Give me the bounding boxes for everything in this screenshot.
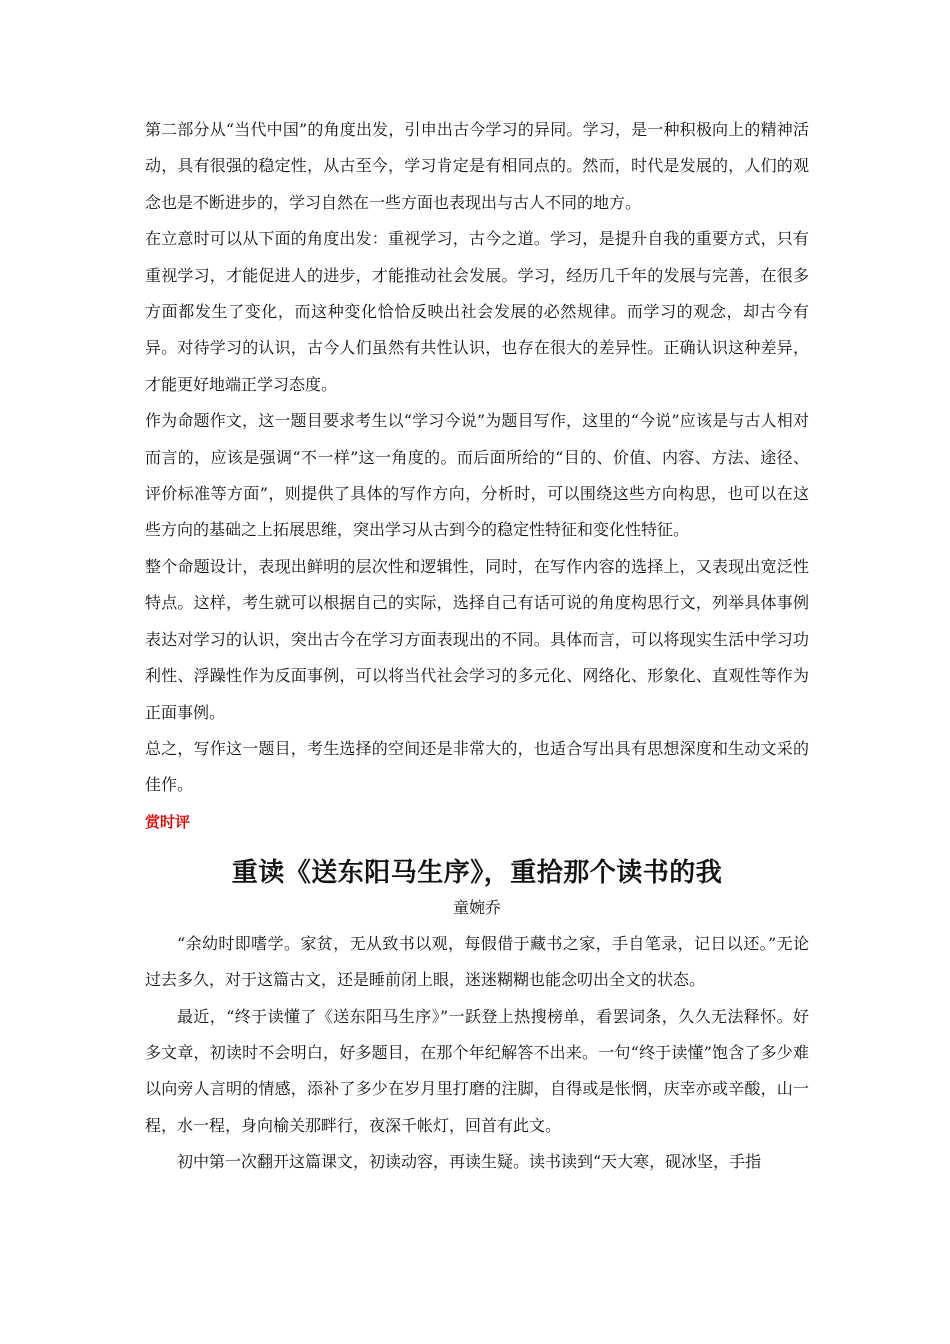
document-body	[145, 112, 809, 1181]
essay-paragraph-1: “余幼时即嗜学。家贫，无从致书以观，每假借于藏书之家，手自笔录，记日以还。”无论过去多久，对于这篇古文，还是睡前闭上眼，迷迷糊糊也能念叨出全文的状态。	[145, 933, 809, 990]
analysis-paragraph-5: 总之，写作这一题目，考生选择的空间还是非常大的，也适合写出具有思想深度和生动文采的佳作。	[145, 738, 809, 795]
essay-paragraph-2: 最近，“终于读懂了《送东阳马生序》”一跃登上热搜榜单，看罢词条，久久无法释怀。好多文章，初读时不会明白，好多题目，在那个年纪解答不出来。一句“终于读懂”饱含了多少难以向旁人言明的情感，添补了多少在岁月里打磨的注脚，自得或是怅惘，庆幸亦或辛酸，山一程，水一程，身向榆关那畔行，夜深千帐灯，回首有此文。	[145, 1006, 809, 1135]
analysis-paragraph-1: 第二部分从“当代中国”的角度出发，引申出古今学习的异同。学习，是一种积极向上的精神活动，具有很强的稳定性，从古至今，学习肯定是有相同点的。然而，时代是发展的，人们的观念也是不断进步的，学习自然在一些方面也表现出与古人不同的地方。	[145, 120, 809, 212]
essay-title: 重读《送东阳马生序》，重拾那个读书的我	[231, 857, 723, 888]
analysis-paragraph-3: 作为命题作文，这一题目要求考生以“学习今说”为题目写作，这里的“今说”应该是与古人相对而言的，应该是强调“不一样”这一角度的。而后面所给的“目的、价值、内容、方法、途径、评价标准等方面”，则提供了具体的写作方向，分析时，可以围绕这些方向构思，也可以在这些方向的基础之上拓展思维，突出学习从古到今的稳定性特征和变化性特征。	[145, 411, 809, 540]
analysis-paragraph-4: 整个命题设计，表现出鲜明的层次性和逻辑性，同时，在写作内容的选择上，又表现出宽泛性特点。这样，考生就可以根据自己的实际，选择自己有话可说的角度构思行文，列举具体事例表达对学习的认识，突出古今在学习方面表现出的不同。具体而言，可以将现实生活中学习功利性、浮躁性作为反面事例，可以将当代社会学习的多元化、网络化、形象化、直观性等作为正面事例。	[145, 556, 809, 722]
section-label: 赏时评	[145, 812, 191, 831]
analysis-paragraph-2: 在立意时可以从下面的角度出发：重视学习，古今之道。学习，是提升自我的重要方式，只有重视学习，才能促进人的进步，才能推动社会发展。学习，经历几千年的发展与完善，在很多方面都发生了变化，而这种变化恰恰反映出社会发展的必然规律。而学习的观念，却古今有异。对待学习的认识，古今人们虽然有共性认识，也存在很大的差异性。正确认识这种差异，才能更好地端正学习态度。	[145, 229, 809, 394]
essay-paragraph-3: 初中第一次翻开这篇课文，初读动容，再读生疑。读书读到“天大寒，砚冰坚，手指	[177, 1152, 762, 1172]
essay-author: 童婉乔	[452, 897, 501, 917]
